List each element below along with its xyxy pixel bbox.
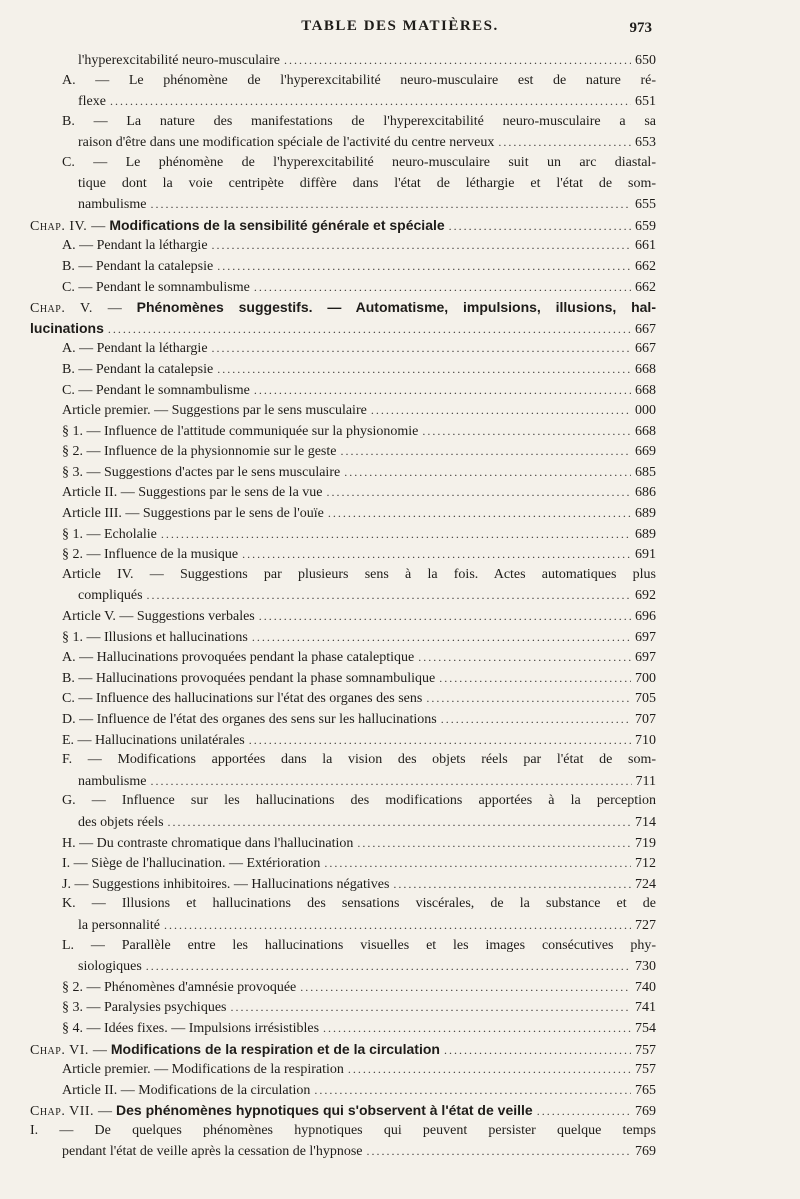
entry-text: l'hyperexcitabilité neuro-musculaire xyxy=(78,53,280,68)
page-ref: 700 xyxy=(635,670,656,686)
entry-text: nambulisme xyxy=(78,773,147,789)
entry-line xyxy=(0,853,656,874)
entry-text: C. — Le phénomène de l'hyperexcitabilité neuro-musculaire suit un arc diastal- xyxy=(62,154,656,170)
page-ref: 740 xyxy=(635,979,656,995)
toc-entry xyxy=(0,647,800,668)
leader-dots xyxy=(259,606,631,627)
leader-dots xyxy=(324,853,631,874)
entry-line xyxy=(0,1039,656,1060)
leader-dots xyxy=(212,338,631,359)
entry-line xyxy=(0,791,656,812)
leader-dots xyxy=(449,216,631,237)
toc-entry xyxy=(0,709,800,730)
leader-dots xyxy=(147,585,631,606)
entry-text: Article III. — Suggestions par le sens de l'ouïe xyxy=(62,506,324,522)
entry-text: des objets réels xyxy=(78,814,164,830)
entry-text: siologiques xyxy=(78,959,142,975)
entry-line xyxy=(0,256,656,277)
page-ref: 712 xyxy=(635,856,656,872)
page-ref: 730 xyxy=(635,959,656,975)
entry-text xyxy=(30,297,656,320)
entry-text: § 1. — Illusions et hallucinations xyxy=(62,629,248,645)
entry-text: § 4. — Idées fixes. — Impulsions irrésistibles xyxy=(62,1020,320,1036)
entry-line xyxy=(0,647,656,668)
entry-text xyxy=(30,1100,533,1123)
entry-line xyxy=(0,688,656,709)
page-ref: 661 xyxy=(635,238,656,254)
chapter-entry xyxy=(0,1100,800,1121)
entry-line xyxy=(0,215,656,236)
toc-entry xyxy=(0,791,800,832)
chapter-entry xyxy=(0,1039,800,1060)
entry-text: Article II. — Suggestions par le sens de la vue xyxy=(62,485,323,501)
page-ref: 705 xyxy=(635,691,656,707)
leader-dots xyxy=(108,319,631,340)
leader-dots xyxy=(444,1040,631,1061)
entry-text: A. — Pendant la léthargie xyxy=(62,238,208,254)
leader-dots xyxy=(348,1059,631,1080)
page-header xyxy=(0,18,800,42)
toc-entry xyxy=(0,380,800,401)
entry-line xyxy=(0,194,656,215)
entry-line xyxy=(0,977,656,998)
page-ref: 697 xyxy=(635,629,656,645)
toc-entry xyxy=(0,153,800,215)
leader-dots xyxy=(537,1101,631,1122)
entry-text: F. — Modifications apportées dans la vision des objets réels par l'état de som- xyxy=(62,752,656,768)
entry-line xyxy=(0,524,656,545)
chapter-entry xyxy=(0,297,800,338)
leader-dots xyxy=(217,359,631,380)
toc-entry xyxy=(0,1121,800,1162)
page-ref: 714 xyxy=(635,814,656,830)
leader-dots xyxy=(230,997,631,1018)
page-ref: 689 xyxy=(635,526,656,542)
page-ref: 710 xyxy=(635,732,656,748)
entry-text: § 3. — Paralysies psychiques xyxy=(62,1000,227,1016)
page-ref: 707 xyxy=(635,712,656,727)
page-ref: 765 xyxy=(635,1082,656,1098)
page-ref: 667 xyxy=(635,341,656,357)
entry-line xyxy=(0,565,656,586)
entry-line xyxy=(0,833,656,854)
entry-line xyxy=(0,380,656,401)
leader-dots xyxy=(146,956,631,977)
toc-entry xyxy=(0,874,800,895)
leader-dots xyxy=(249,730,631,751)
entry-text: § 2. — Influence de la physionnomie sur le geste xyxy=(62,444,337,460)
toc-entry xyxy=(0,544,800,565)
entry-text xyxy=(30,1039,440,1062)
entry-text: B. — Pendant la catalepsie xyxy=(62,361,214,377)
entry-text: pendant l'état de veille après la cessation de l'hypnose xyxy=(62,1144,363,1160)
page-number: 973 xyxy=(629,20,652,36)
entry-line xyxy=(0,668,656,689)
leader-dots xyxy=(168,812,631,833)
entry-line xyxy=(0,1141,656,1162)
toc-entry xyxy=(0,1080,800,1101)
entry-text: § 1. — Echolalie xyxy=(62,526,157,542)
toc-entry xyxy=(0,482,800,503)
page-ref: 668 xyxy=(635,361,656,377)
leader-dots xyxy=(242,544,631,565)
toc-entry xyxy=(0,977,800,998)
entry-text: flexe xyxy=(78,94,106,110)
toc-entry xyxy=(0,359,800,380)
entry-text: I. — De quelques phénomènes hypnotiques qui peuvent persister quelque temps xyxy=(30,1122,656,1138)
toc-entry xyxy=(0,421,800,442)
leader-dots xyxy=(422,421,631,442)
entry-text: § 1. — Influence de l'attitude communiquée sur la physionomie xyxy=(62,423,419,439)
leader-dots xyxy=(161,524,631,545)
toc-entry xyxy=(0,688,800,709)
entry-line xyxy=(0,132,656,153)
entry-text: § 3. — Suggestions d'actes par le sens musculaire xyxy=(62,464,341,480)
leader-dots xyxy=(164,915,631,936)
entry-text: L. — Parallèle entre les hallucinations visuelles et les images consécutives phy- xyxy=(62,937,656,953)
entry-line xyxy=(0,544,656,565)
leader-dots xyxy=(393,874,631,895)
entry-text: A. — Hallucinations provoquées pendant la phase cataleptique xyxy=(62,650,415,666)
leader-dots xyxy=(344,462,631,483)
entry-text: la personnalité xyxy=(78,917,161,933)
toc-entry xyxy=(0,730,800,751)
toc-entry xyxy=(0,256,800,277)
toc-entry xyxy=(0,71,800,112)
page-ref: 662 xyxy=(635,258,656,274)
leader-dots xyxy=(254,380,631,401)
toc-entry xyxy=(0,565,800,606)
entry-text: Article premier. — Modifications de la respiration xyxy=(62,1062,344,1078)
entry-line xyxy=(0,874,656,895)
page-ref: 668 xyxy=(635,382,656,398)
entry-text: § 2. — Influence de la musique xyxy=(62,547,239,563)
toc-entry xyxy=(0,894,800,935)
toc-entry xyxy=(0,235,800,256)
toc-entry xyxy=(0,441,800,462)
entry-text: D. — Influence de l'état des organes des sens sur les hallucinations xyxy=(62,712,437,727)
page-ref: 662 xyxy=(635,279,656,295)
entry-line xyxy=(0,730,656,751)
chapter-title: Des phénomènes hypnotiques qui s'observent à l'état de veille xyxy=(116,1102,533,1119)
page-ref: 696 xyxy=(635,609,656,625)
entry-line xyxy=(0,71,656,92)
page-ref: 692 xyxy=(635,588,656,604)
leader-dots xyxy=(284,50,631,71)
entry-line xyxy=(0,400,656,421)
entry-text xyxy=(30,215,445,238)
entry-line xyxy=(0,441,656,462)
entry-text: § 2. — Phénomènes d'amnésie provoquée xyxy=(62,979,297,995)
entry-text: B. — La nature des manifestations de l'hyperexcitabilité neuro-musculaire a sa xyxy=(62,113,656,129)
entry-text: J. — Suggestions inhibitoires. — Hallucinations négatives xyxy=(62,876,390,892)
page-ref: 711 xyxy=(635,773,656,789)
entry-line xyxy=(0,421,656,442)
entry-line xyxy=(0,112,656,133)
toc-entry xyxy=(0,833,800,854)
leader-dots xyxy=(110,91,631,112)
entry-text: C. — Influence des hallucinations sur l'état des organes des sens xyxy=(62,691,423,707)
page-ref: 757 xyxy=(635,1062,656,1078)
toc-entry xyxy=(0,627,800,648)
page-ref: 769 xyxy=(635,1104,656,1120)
chapter-lead: Chap. VI. — xyxy=(30,1042,108,1058)
entry-line xyxy=(0,585,656,606)
toc-entry xyxy=(0,400,800,421)
toc-entry xyxy=(0,668,800,689)
leader-dots xyxy=(340,441,631,462)
toc-entry xyxy=(0,524,800,545)
entry-text: C. — Pendant le somnambulisme xyxy=(62,279,250,295)
entry-text: C. — Pendant le somnambulisme xyxy=(62,382,250,398)
entry-line xyxy=(0,153,656,174)
page-ref: 689 xyxy=(635,506,656,522)
leader-dots xyxy=(498,132,631,153)
entry-line xyxy=(0,1059,656,1080)
entry-text: nambulisme xyxy=(78,197,147,213)
entry-line xyxy=(0,482,656,503)
leader-dots xyxy=(441,709,631,730)
entry-line xyxy=(0,297,656,318)
toc-entry xyxy=(0,462,800,483)
entry-text: E. — Hallucinations unilatérales xyxy=(62,732,245,748)
page-ref: 669 xyxy=(635,444,656,460)
entry-text: Article V. — Suggestions verbales xyxy=(62,609,255,625)
entry-line xyxy=(0,91,656,112)
entry-line xyxy=(0,915,656,936)
leader-dots xyxy=(418,647,631,668)
entry-text: A. — Le phénomène de l'hyperexcitabilité neuro-musculaire est de nature ré- xyxy=(62,72,656,88)
page-ref: 741 xyxy=(635,1000,656,1016)
leader-dots xyxy=(212,235,631,256)
toc-entry xyxy=(0,1059,800,1080)
entry-line xyxy=(0,1018,656,1039)
entry-line xyxy=(0,997,656,1018)
toc-entry xyxy=(0,50,800,71)
leader-dots xyxy=(217,256,631,277)
entry-text: G. — Influence sur les hallucinations des modifications apportées à la perception xyxy=(62,793,656,809)
leader-dots xyxy=(314,1080,631,1101)
chapter-lead: Chap. IV. — xyxy=(30,218,106,234)
entry-text: K. — Illusions et hallucinations des sensations viscérales, de la substance et de xyxy=(62,896,656,912)
entry-line xyxy=(0,359,656,380)
entry-line xyxy=(0,936,656,957)
page-ref: 668 xyxy=(635,423,656,439)
toc-entry xyxy=(0,112,800,153)
chapter-lead: Chap. VII. — xyxy=(30,1104,113,1120)
entry-text: B. — Hallucinations provoquées pendant la phase somnambulique xyxy=(62,670,436,686)
entry-line xyxy=(0,235,656,256)
page-ref: 697 xyxy=(635,650,656,666)
chapter-title: Modifications de la respiration et de la circulation xyxy=(110,1040,440,1057)
page-ref: 653 xyxy=(635,135,656,151)
entry-text: I. — Siège de l'hallucination. — Extérioration xyxy=(62,856,321,872)
toc-entry xyxy=(0,606,800,627)
entry-line xyxy=(0,1121,656,1142)
entry-line xyxy=(0,318,656,339)
entry-line xyxy=(0,812,656,833)
chapter-title: Modifications de la sensibilité générale et spéciale xyxy=(109,216,445,233)
entry-line xyxy=(0,709,656,730)
page-ref: 651 xyxy=(635,94,656,110)
entry-line xyxy=(0,338,656,359)
page-ref: 000 xyxy=(635,403,656,419)
entry-text: B. — Pendant la catalepsie xyxy=(62,258,214,274)
leader-dots xyxy=(328,503,631,524)
page-ref: 754 xyxy=(635,1020,656,1036)
entry-text: compliqués xyxy=(78,588,143,604)
chapter-entry xyxy=(0,215,800,236)
toc-entry xyxy=(0,997,800,1018)
entry-line xyxy=(0,627,656,648)
page-ref: 685 xyxy=(635,464,656,480)
page-ref: 655 xyxy=(635,197,656,213)
entry-line xyxy=(0,1080,656,1101)
page-ref: 757 xyxy=(635,1042,656,1058)
leader-dots xyxy=(367,1141,632,1162)
toc-entry xyxy=(0,277,800,298)
leader-dots xyxy=(252,627,631,648)
toc-entry xyxy=(0,750,800,791)
page-ref: 650 xyxy=(635,53,656,68)
entry-text: H. — Du contraste chromatique dans l'hallucination xyxy=(62,835,354,851)
entry-line xyxy=(0,503,656,524)
page-title: TABLE DES MATIÈRES. xyxy=(301,18,499,34)
entry-line xyxy=(0,277,656,298)
entry-text: Article premier. — Suggestions par le sens musculaire xyxy=(62,403,367,419)
page-ref: 667 xyxy=(635,321,656,337)
leader-dots xyxy=(300,977,631,998)
chapter-title: lucinations xyxy=(30,319,104,336)
leader-dots xyxy=(426,688,631,709)
entry-line xyxy=(0,606,656,627)
entry-text: Article II. — Modifications de la circulation xyxy=(62,1082,311,1098)
chapter-lead: Chap. V. — xyxy=(30,301,123,317)
leader-dots xyxy=(254,277,631,298)
entry-text: tique dont la voie centripète diffère dans l'état de léthargie et l'état de som- xyxy=(78,175,656,191)
entry-text xyxy=(30,318,104,341)
toc-entry xyxy=(0,503,800,524)
entry-line xyxy=(0,750,656,771)
entry-line xyxy=(0,956,656,977)
leader-dots xyxy=(327,482,632,503)
page-ref: 691 xyxy=(635,547,656,563)
leader-dots xyxy=(150,194,631,215)
entry-line xyxy=(0,462,656,483)
entry-line xyxy=(0,894,656,915)
page-ref: 724 xyxy=(635,876,656,892)
chapter-title: Phénomènes suggestifs. — Automatisme, impulsions, illusions, hal- xyxy=(136,299,656,316)
leader-dots xyxy=(439,668,631,689)
leader-dots xyxy=(150,771,631,792)
entry-text: raison d'être dans une modification spéciale de l'activité du centre nerveux xyxy=(78,135,495,151)
toc-entry xyxy=(0,853,800,874)
leader-dots xyxy=(357,833,631,854)
entry-text: A. — Pendant la léthargie xyxy=(62,341,208,357)
page-ref: 686 xyxy=(635,485,656,501)
page-ref: 769 xyxy=(635,1144,656,1160)
toc-entry xyxy=(0,936,800,977)
toc-entry xyxy=(0,1018,800,1039)
table-of-contents xyxy=(0,50,800,1162)
toc-entry xyxy=(0,338,800,359)
entry-text: Article IV. — Suggestions par plusieurs sens à la fois. Actes automatiques plus xyxy=(62,566,656,582)
entry-line xyxy=(0,771,656,792)
entry-line xyxy=(0,1100,656,1121)
page-ref: 727 xyxy=(635,917,656,933)
page-ref: 659 xyxy=(635,218,656,234)
entry-line xyxy=(0,50,656,71)
entry-line xyxy=(0,174,656,195)
page-ref: 719 xyxy=(635,835,656,851)
leader-dots xyxy=(323,1018,631,1039)
leader-dots xyxy=(371,400,631,421)
